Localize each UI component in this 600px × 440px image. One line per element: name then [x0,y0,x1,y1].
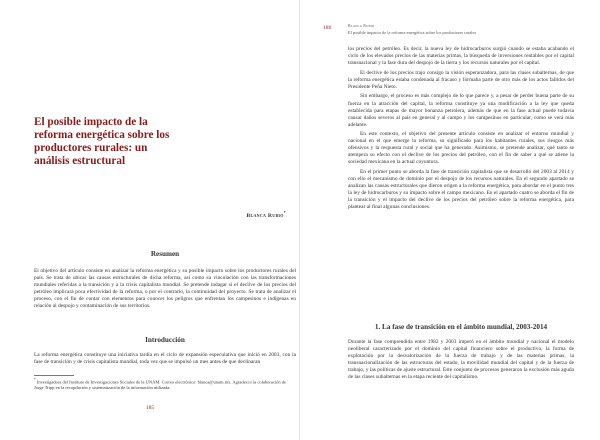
footnote-rule [34,375,74,376]
footnote [34,378,296,391]
left-page-number: 185 [145,405,155,411]
abstract-text: El objetivo del artículo consiste en analizar la reforma energética y su posible impacto sobre los productores rurales del país. Se trata de ubicar las causas estructurales de dicha reforma, así como su vinculación con las transformaciones mundiales referidas a la transición y a la crisis capitalista mundial. Se pretende indagar si el declive de los precios del petróleo implicará poca efectividad de la reforma, o por el contrario, la continuidad del proyecto. Se trata de analizar el proceso, con el fin de contar con elementos para conocer los peligros que enfrentan los campesinos e indígenas en relación al despojo y contaminación de sus territorios. [34,268,296,310]
footnote-mark: * [34,378,36,382]
paragraph: En este contexto, el objetivo del presente artículo consiste en analizar el entorno mundial y nacional en el que emerge la reforma, su significado para los habitantes rurales, sus riesgos más ofensivos y la respuesta rural y social que ha generado. Asimismo, se pretende analizar, qué tanto se atempera su efecto con el declive de los precios del petróleo, con el fin de saber a qué se atiene la sociedad mexicana en la actual coyuntura. [348,131,574,166]
author-name [160,210,286,219]
footnote-text: Investigadora del Instituto de Investigaciones Sociales de la UNAM. Correo electrónico: blanca@unam.mx. Agradezco la colaboración de Jorge Tripp en la recopilación y sistematización de la información utilizada. [34,379,286,391]
abstract-heading: Resumen [150,250,180,258]
section-text: Durante la fase comprendida entre 1982 y 2003 imperó en el ámbito mundial y nacional el modelo neoliberal caracterizado por el dominio del capital financiero sobre el productivo, la forma de explotación por la desvalorización de la fuerza de trabajo y de las materias primas, la transnacionalización de las estructuras del estado, la movilidad mundial del capital y de la fuerza de trabajo, y las políticas de ajuste estructural. Este conjunto de procesos generaron la exclusión más aguda de las clases subalternas en la etapa reciente del capitalismo. [348,339,574,381]
author-footnote-mark: * [283,210,286,215]
paragraph: El declive de los precios trajo consigo la visión esperanzadora, para las clases subalternas, de que la reforma energética estaba condenada al fracaso y formaba parte de otro más de los actos fallidos del Presidente Peña Nieto. [348,69,574,90]
article-title: El posible impacto de la reforma energética sobre los productores rurales: un análisis estructural [34,116,170,167]
author-name-text: Blanca Rubio [246,212,284,219]
introduction-heading: Introducción [145,336,185,344]
right-page-number: 186 [323,25,332,31]
paragraph: los precios del petróleo. Es decir, la nueva ley de hidrocarburos surgió cuando se estaba acabando el ciclo de los elevados precios de las materias primas, la búsqueda de inversiones rentables por el capital transnacional y la fase dura del despojo de la tierra y los recursos naturales por el capital. [348,46,574,67]
running-header-title: El posible impacto de la reforma energética sobre los productores rurales [348,30,477,35]
section-heading: 1. La fase de transición en el ámbito mundial, 2003-2014 [374,323,548,331]
right-body-text [348,46,574,214]
paragraph: Sin embargo, el proceso es más complejo de lo que parece y, a pesar de perder buena parte de su fuerza en la atracción del capital, la reforma constituye ya una modificación a la ley que queda establecida para etapas de mayor bonanza petrolera, además de que en la fase actual puede todavía causar daños severos al país en general y al campo y los campesinos en particular, como se verá más adelante. [348,93,574,128]
paragraph: En el primer punto se aborda la fase de transición capitalista que se desarrolló del 2003 al 2014 y con ello el mecanismo de dominio por el despojo de los recursos naturales. En el segundo apartado se analizan las causas estructurales que dieron origen a la reforma energética, para abordar en el punto tres la ley de hidrocarburos y su impacto sobre el campo mexicano. En el apartado cuatro se aborda el fin de la transición y el impacto del declive de los precios del petróleo sobre la reforma energética, para plantear al final algunas conclusiones. [348,169,574,211]
running-header-author: Blanca Rubio [348,24,375,28]
introduction-text: La reforma energética constituye una iniciativa tardía en el ciclo de expansión especulativa que inició en 2003, con la fase de transición y de crisis capitalista mundial, toda vez que se impulsó un mes antes de que declinaran [34,352,296,366]
